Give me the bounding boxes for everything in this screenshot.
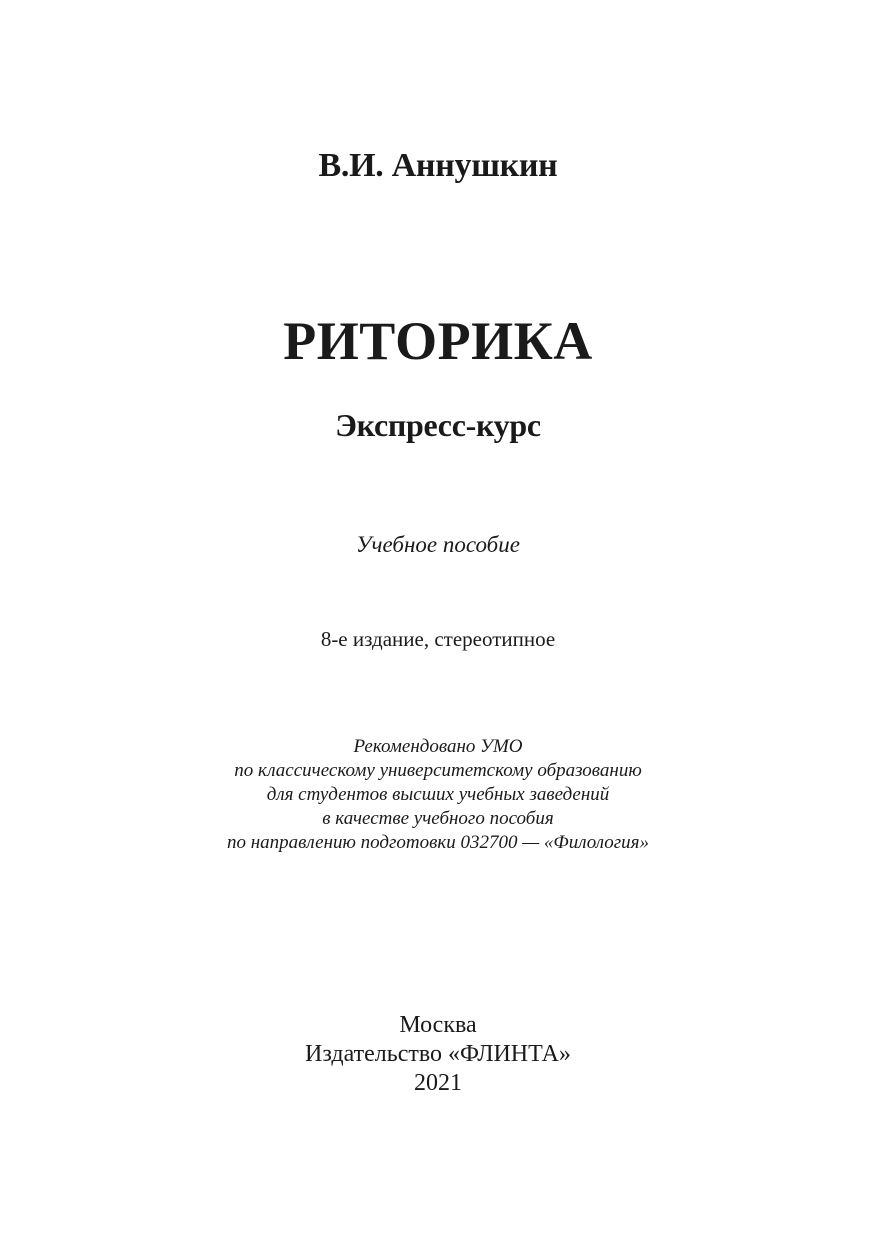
recommendation-block	[0, 735, 876, 855]
recommendation-line: по направлению подготовки 032700 — «Филология»	[226, 832, 650, 853]
recommendation-line: по классическому университетскому образованию	[234, 760, 642, 781]
book-subtitle: Экспресс-курс	[335, 407, 541, 443]
recommendation-line: Рекомендовано УМО	[353, 736, 523, 757]
author-name: В.И. Аннушкин	[318, 147, 558, 184]
recommendation-line: в качестве учебного пособия	[322, 808, 554, 829]
recommendation-line: для студентов высших учебных заведений	[266, 784, 610, 805]
book-title: РИТОРИКА	[283, 311, 593, 371]
imprint-year: 2021	[414, 1070, 462, 1096]
edition-note: 8-е издание, стереотипное	[320, 627, 556, 651]
imprint-publisher: Издательство «ФЛИНТА»	[305, 1041, 571, 1067]
document-type: Учебное пособие	[356, 532, 520, 557]
imprint-city: Москва	[399, 1012, 477, 1038]
imprint-block	[0, 1011, 876, 1098]
